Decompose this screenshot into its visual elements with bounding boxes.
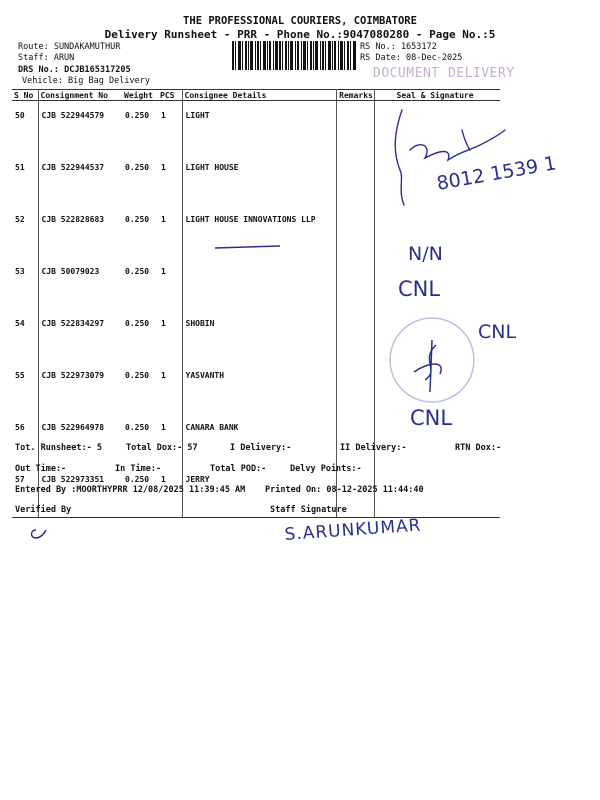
entered-by: Entered By :MOORTHYPRR 12/08/2025 11:39:45 AM xyxy=(15,485,246,495)
row-pcs: 1 xyxy=(158,257,182,309)
col-signature-header: Seal & Signature xyxy=(374,90,500,101)
table-header-row xyxy=(12,90,500,101)
verifier-signature xyxy=(32,530,47,538)
row-consignment-no: CJB 522834297 xyxy=(41,319,105,328)
row-pcs: 1 xyxy=(158,361,182,413)
table-row xyxy=(12,309,500,361)
rs-number: RS No.: 1653172 xyxy=(360,42,437,52)
printed-on: Printed On: 08-12-2025 11:44:40 xyxy=(265,485,424,495)
row-weight: 0.250 xyxy=(125,163,150,172)
row-remarks xyxy=(336,153,374,205)
row-consignee: SHOBIN xyxy=(182,309,336,361)
row-pcs: 1 xyxy=(158,205,182,257)
row-signature xyxy=(374,309,500,361)
col-consignment-header: Consignment No xyxy=(38,90,122,101)
table-row xyxy=(12,205,500,257)
out-time: Out Time:- xyxy=(15,464,67,474)
row-weight: 0.250 xyxy=(125,267,150,276)
route-field: Route: SUNDAKAMUTHUR xyxy=(18,42,121,52)
row-remarks xyxy=(336,361,374,413)
runsheet-subtitle: Delivery Runsheet - PRR - Phone No.:9047080280 - Page No.:5 xyxy=(104,28,496,41)
handwritten-cnl-55: CNL xyxy=(478,321,517,343)
row-signature xyxy=(374,413,500,465)
ii-delivery: II Delivery:- xyxy=(340,443,407,453)
row-signature xyxy=(374,101,500,154)
row-sno: 55 xyxy=(12,361,38,413)
handwritten-phone: 8012 1539 1 xyxy=(435,152,558,195)
row-signature xyxy=(374,257,500,309)
row-consignment-no: CJB 522964978 xyxy=(41,423,105,432)
row-weight: 0.250 xyxy=(125,319,150,328)
row-consignment-no: CJB 522944537 xyxy=(41,163,105,172)
row-sno: 56 xyxy=(12,413,38,465)
verified-by-label: Verified By xyxy=(15,505,72,515)
row-consignee xyxy=(182,257,336,309)
row-remarks xyxy=(336,309,374,361)
row-consignee: YASVANTH xyxy=(182,361,336,413)
row-consignment-no: CJB 522944579 xyxy=(41,111,105,120)
row-sno: 51 xyxy=(12,153,38,205)
row-signature xyxy=(374,153,500,205)
document-delivery-stamp: DOCUMENT DELIVERY xyxy=(373,66,515,81)
row-pcs: 1 xyxy=(158,465,182,518)
delvy-points: Delvy Points:- xyxy=(290,464,362,474)
row-consignee: JERRY xyxy=(182,465,336,518)
total-pod: Total POD:- xyxy=(210,464,267,474)
consignment-table xyxy=(12,89,500,518)
row-signature xyxy=(374,205,500,257)
row-signature xyxy=(374,361,500,413)
row-remarks xyxy=(336,257,374,309)
col-remarks-header: Remarks xyxy=(336,90,374,101)
vehicle-field: Vehicle: Big Bag Delivery xyxy=(22,76,150,86)
row-consignee: CANARA BANK xyxy=(182,413,336,465)
col-pcs-header: PCS xyxy=(158,90,182,101)
drs-value: DCJB165317205 xyxy=(64,65,131,75)
staff-signature-label: Staff Signature xyxy=(270,505,347,515)
row-consignment-no: CJB 522828683 xyxy=(41,215,105,224)
row-consignee: LIGHT HOUSE xyxy=(182,153,336,205)
row-weight: 0.250 xyxy=(125,111,150,120)
row-consignment-no: CJB 50079023 xyxy=(41,267,100,276)
col-consignee-header: Consignee Details xyxy=(182,90,336,101)
row-weight: 0.250 xyxy=(125,371,150,380)
row-consignment-no: CJB 522973351 xyxy=(38,465,122,518)
row-remarks xyxy=(336,205,374,257)
table-row xyxy=(12,413,500,465)
row-weight: 0.250 xyxy=(125,215,150,224)
rtn-dox: RTN Dox:- xyxy=(455,443,502,453)
row-consignment-no: CJB 522973079 xyxy=(41,371,105,380)
row-weight: 0.250 xyxy=(122,465,158,518)
barcode xyxy=(232,41,356,70)
col-sno-header: S No xyxy=(12,90,38,101)
row-pcs: 1 xyxy=(158,413,182,465)
in-time: In Time:- xyxy=(115,464,162,474)
table-row xyxy=(12,257,500,309)
row-sno: 53 xyxy=(12,257,38,309)
handwritten-cnl-54: CNL xyxy=(398,277,441,301)
row-pcs: 1 xyxy=(158,309,182,361)
table-row xyxy=(12,153,500,205)
rs-date: RS Date: 08-Dec-2025 xyxy=(360,53,463,63)
row-remarks xyxy=(336,413,374,465)
row-pcs: 1 xyxy=(158,101,182,154)
row-consignee: LIGHT xyxy=(182,101,336,154)
i-delivery: I Delivery:- xyxy=(230,443,292,453)
handwritten-nn: N/N xyxy=(408,243,443,265)
table-row xyxy=(12,101,500,154)
total-runsheet: Tot. Runsheet:- 5 xyxy=(15,443,102,453)
row-sno: 52 xyxy=(12,205,38,257)
row-sno: 50 xyxy=(12,101,38,154)
row-remarks xyxy=(336,101,374,154)
handwritten-cnl-57: CNL xyxy=(410,406,453,430)
drs-label: DRS No.: xyxy=(18,65,59,75)
row-sno: 54 xyxy=(12,309,38,361)
row-pcs: 1 xyxy=(158,153,182,205)
company-title: THE PROFESSIONAL COURIERS, COIMBATORE xyxy=(183,15,417,27)
row-weight: 0.250 xyxy=(125,423,150,432)
row-consignee: LIGHT HOUSE INNOVATIONS LLP xyxy=(182,205,336,257)
staff-signature-name: S.ARUNKUMAR xyxy=(283,515,423,545)
row-sno: 57 xyxy=(12,465,38,518)
total-dox: Total Dox:- 57 xyxy=(126,443,198,453)
table-row xyxy=(12,361,500,413)
staff-field: Staff: ARUN xyxy=(18,53,75,63)
col-weight-header: Weight xyxy=(122,90,158,101)
